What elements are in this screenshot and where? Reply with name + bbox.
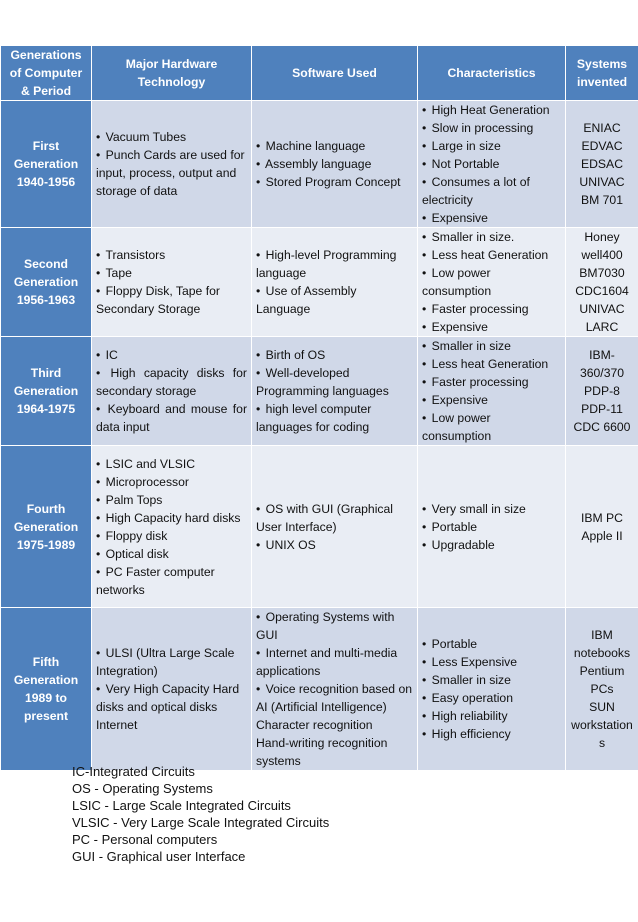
- bullet-item: [422, 337, 561, 355]
- bullet-text: Smaller in size.: [431, 230, 515, 244]
- system-name: Honey: [584, 230, 620, 244]
- characteristics-cell: [418, 446, 566, 608]
- generations-table: [0, 45, 638, 771]
- bullet-text: Punch Cards are used for input, process, output and storage of data: [96, 148, 245, 198]
- abbreviation-item: LSIC - Large Scale Integrated Circuits: [72, 798, 291, 813]
- bullet-item: [422, 635, 561, 653]
- bullet-text: Portable: [431, 519, 478, 534]
- bullet-item: [96, 509, 247, 527]
- bullet-item: [422, 707, 561, 725]
- bullet-item: [422, 228, 561, 246]
- system-name: LARC: [585, 320, 619, 334]
- bullet-item: [256, 500, 413, 536]
- bullet-text: Expensive: [431, 320, 488, 334]
- bullet-text: Smaller in size: [431, 339, 511, 353]
- bullet-item: [96, 400, 247, 436]
- system-name: Pentium: [579, 664, 625, 678]
- system-name: notebooks: [573, 646, 631, 660]
- bullet-text: Well-developed Programming languages: [256, 366, 389, 398]
- generation-line: 1964-1975: [16, 402, 76, 416]
- table-row: [1, 228, 638, 337]
- bullet-item: [422, 536, 561, 554]
- bullet-glyph: •: [96, 456, 101, 471]
- software-cell: [252, 337, 418, 446]
- bullet-text: High capacity disks for secondary storage: [96, 366, 247, 398]
- software-cell: [252, 608, 418, 771]
- system-name: ENIAC: [583, 121, 621, 135]
- bullet-glyph: •: [256, 366, 261, 380]
- bullet-glyph: •: [96, 348, 101, 362]
- bullet-item: [422, 518, 561, 536]
- characteristics-cell: [418, 228, 566, 337]
- bullet-item: [422, 119, 561, 137]
- hardware-cell: [92, 337, 252, 446]
- system-name: IBM-: [589, 348, 615, 362]
- bullet-item: [256, 364, 413, 400]
- generation-line: 1940-1956: [16, 175, 76, 189]
- bullet-glyph: •: [256, 402, 261, 416]
- bullet-text: LSIC and VLSIC: [105, 456, 196, 471]
- bullet-item: [422, 173, 561, 209]
- bullet-glyph: •: [256, 501, 261, 516]
- abbreviation-item: GUI - Graphical user Interface: [72, 849, 246, 864]
- bullet-text: Keyboard and mouse for data input: [96, 402, 248, 434]
- generation-line: First: [32, 139, 60, 153]
- bullet-glyph: •: [422, 175, 427, 189]
- bullet-item: [256, 608, 413, 644]
- bullet-glyph: •: [422, 103, 427, 117]
- bullet-item: [96, 455, 247, 473]
- bullet-glyph: •: [422, 519, 427, 534]
- bullet-glyph: •: [422, 637, 427, 651]
- bullet-glyph: •: [256, 646, 261, 660]
- bullet-item: [96, 545, 247, 563]
- generation-line: Generation: [13, 384, 79, 398]
- bullet-glyph: •: [422, 157, 427, 171]
- bullet-item: [256, 680, 413, 716]
- generation-cell: [1, 446, 92, 608]
- bullet-item: [256, 173, 413, 191]
- bullet-item: [422, 391, 561, 409]
- bullet-glyph: •: [96, 474, 101, 489]
- bullet-glyph: •: [422, 230, 427, 244]
- bullet-item: [422, 671, 561, 689]
- generation-cell: [1, 228, 92, 337]
- bullet-text: Less heat Generation: [431, 248, 549, 262]
- abbreviation-item: OS - Operating Systems: [72, 781, 213, 796]
- system-name: well400: [581, 248, 623, 262]
- generation-line: Second: [23, 257, 69, 271]
- bullet-item: [96, 644, 247, 680]
- system-name: CDC 6600: [573, 420, 631, 434]
- system-name: PCs: [590, 682, 614, 696]
- bullet-item: [422, 300, 561, 318]
- bullet-item: [96, 246, 247, 264]
- bullet-item: [422, 373, 561, 391]
- generation-line: 1956-1963: [16, 293, 76, 307]
- bullet-item: [256, 346, 413, 364]
- bullet-item: [422, 101, 561, 119]
- bullet-text: ULSI (Ultra Large Scale Integration): [96, 646, 235, 678]
- system-name: s: [598, 736, 606, 750]
- generation-line: Generation: [13, 275, 79, 289]
- bullet-glyph: •: [422, 411, 427, 425]
- system-name: workstation: [571, 718, 633, 732]
- systems-cell: [566, 446, 638, 608]
- bullet-text: High Capacity hard disks: [105, 510, 241, 525]
- bullet-glyph: •: [256, 537, 261, 552]
- bullet-glyph: •: [422, 121, 427, 135]
- bullet-glyph: •: [256, 175, 261, 189]
- bullet-glyph: •: [96, 546, 101, 561]
- bullet-glyph: •: [422, 709, 427, 723]
- bullet-glyph: •: [422, 655, 427, 669]
- bullet-text: Less Expensive: [431, 655, 518, 669]
- bullet-glyph: •: [422, 266, 427, 280]
- bullet-glyph: •: [422, 320, 427, 334]
- bullet-text: Floppy Disk, Tape for Secondary Storage: [96, 284, 220, 316]
- bullet-text: Machine language: [265, 139, 366, 153]
- bullet-text: Use of Assembly Language: [256, 284, 357, 316]
- abbreviation-item: IC-Integrated Circuits: [72, 764, 195, 779]
- bullet-text: Palm Tops: [105, 492, 163, 507]
- bullet-text: Faster processing: [431, 375, 529, 389]
- bullet-glyph: •: [422, 302, 427, 316]
- bullet-text: IC: [105, 348, 118, 362]
- bullet-item: [422, 137, 561, 155]
- bullet-glyph: •: [422, 248, 427, 262]
- table-row: [1, 101, 638, 228]
- systems-cell: [566, 608, 638, 771]
- generation-line: Generation: [13, 519, 79, 534]
- bullet-text: Tape: [105, 266, 132, 280]
- system-name: BM7030: [579, 266, 625, 280]
- bullet-item: [96, 563, 247, 599]
- bullet-glyph: •: [422, 139, 427, 153]
- bullet-item: [422, 355, 561, 373]
- systems-cell: [566, 228, 638, 337]
- bullet-text: Transistors: [105, 248, 166, 262]
- software-extra-line: Hand-writing recognition systems: [256, 736, 388, 768]
- bullet-glyph: •: [96, 682, 101, 696]
- bullet-text: PC Faster computer networks: [96, 564, 215, 597]
- system-name: Apple II: [581, 528, 623, 543]
- bullet-item: [422, 246, 561, 264]
- bullet-glyph: •: [96, 284, 101, 298]
- bullet-glyph: •: [422, 537, 427, 552]
- bullet-glyph: •: [422, 501, 427, 516]
- bullet-text: Low power consumption: [422, 411, 492, 443]
- bullet-item: [96, 282, 247, 318]
- header-hardware: Major Hardware Technology: [92, 46, 252, 101]
- header-software: Software Used: [252, 46, 418, 101]
- bullet-glyph: •: [256, 682, 261, 696]
- bullet-item: [96, 146, 247, 200]
- bullet-text: Floppy disk: [105, 528, 168, 543]
- system-name: EDSAC: [581, 157, 623, 171]
- bullet-text: Expensive: [431, 211, 488, 225]
- bullet-item: [96, 491, 247, 509]
- software-extra-line: Character recognition: [256, 718, 373, 732]
- bullet-text: High Heat Generation: [431, 103, 550, 117]
- bullet-item: [256, 246, 413, 282]
- hardware-cell: [92, 608, 252, 771]
- bullet-glyph: •: [256, 348, 261, 362]
- bullet-item: [256, 536, 413, 554]
- bullet-text: Slow in processing: [431, 121, 534, 135]
- bullet-item: [256, 400, 413, 436]
- bullet-item: [422, 500, 561, 518]
- bullet-text: Very High Capacity Hard disks and optical disks Internet: [96, 682, 240, 732]
- system-name: BM 701: [580, 193, 623, 207]
- bullet-item: [96, 364, 247, 400]
- bullet-text: Optical disk: [105, 546, 169, 561]
- bullet-text: Operating Systems with GUI: [256, 610, 395, 642]
- software-cell: [252, 228, 418, 337]
- bullet-text: Consumes a lot of electricity: [422, 175, 530, 207]
- bullet-item: [422, 409, 561, 445]
- bullet-item: [96, 527, 247, 545]
- bullet-glyph: •: [422, 727, 427, 741]
- bullet-text: Microprocessor: [105, 474, 189, 489]
- system-name: PDP-8: [584, 384, 620, 398]
- bullet-glyph: •: [96, 528, 101, 543]
- bullet-glyph: •: [96, 148, 101, 162]
- hardware-cell: [92, 446, 252, 608]
- bullet-text: Easy operation: [431, 691, 513, 705]
- bullet-item: [422, 264, 561, 300]
- bullet-text: OS with GUI (Graphical User Interface): [256, 501, 393, 534]
- bullet-glyph: •: [422, 357, 427, 371]
- generation-cell: [1, 337, 92, 446]
- bullet-glyph: •: [96, 402, 101, 416]
- header-generation: Generations of Computer & Period: [1, 46, 92, 101]
- bullet-glyph: •: [422, 393, 427, 407]
- system-name: IBM: [591, 628, 613, 642]
- bullet-glyph: •: [256, 248, 261, 262]
- bullet-item: [422, 689, 561, 707]
- header-systems: Systems invented: [566, 46, 638, 101]
- systems-cell: [566, 337, 638, 446]
- bullet-glyph: •: [422, 339, 427, 353]
- bullet-text: Voice recognition based on AI (Artificial Intelligence): [256, 682, 413, 714]
- bullet-item: [422, 318, 561, 336]
- hardware-cell: [92, 228, 252, 337]
- bullet-text: High reliability: [431, 709, 508, 723]
- bullet-glyph: •: [96, 366, 101, 380]
- bullet-item: [96, 346, 247, 364]
- software-cell: [252, 101, 418, 228]
- generation-line: Generation: [13, 157, 79, 171]
- system-name: 360/370: [579, 366, 625, 380]
- system-name: CDC1604: [575, 284, 629, 298]
- bullet-item: [96, 264, 247, 282]
- bullet-glyph: •: [96, 510, 101, 525]
- table-row: [1, 608, 638, 771]
- bullet-text: Assembly language: [265, 157, 372, 171]
- bullet-text: Birth of OS: [265, 348, 326, 362]
- characteristics-cell: [418, 101, 566, 228]
- bullet-text: High-level Programming language: [256, 248, 397, 280]
- generation-cell: [1, 101, 92, 228]
- system-name: SUN: [589, 700, 615, 714]
- bullet-item: [256, 155, 413, 173]
- bullet-item: [96, 128, 247, 146]
- bullet-text: UNIX OS: [265, 537, 316, 552]
- abbreviation-item: PC - Personal computers: [72, 832, 218, 847]
- bullet-glyph: •: [422, 673, 427, 687]
- characteristics-cell: [418, 337, 566, 446]
- bullet-glyph: •: [96, 130, 101, 144]
- bullet-text: high level computer languages for coding: [256, 402, 372, 434]
- bullet-glyph: •: [96, 266, 101, 280]
- table-row: [1, 446, 638, 608]
- generation-line: 1975-1989: [16, 537, 76, 552]
- bullet-text: Less heat Generation: [431, 357, 549, 371]
- header-characteristics: Characteristics: [418, 46, 566, 101]
- bullet-text: Internet and multi-media applications: [256, 646, 398, 678]
- generation-line: Third: [30, 366, 62, 380]
- bullet-glyph: •: [256, 157, 261, 171]
- bullet-item: [422, 653, 561, 671]
- characteristics-cell: [418, 608, 566, 771]
- system-name: EDVAC: [581, 139, 623, 153]
- bullet-item: [256, 137, 413, 155]
- bullet-text: Stored Program Concept: [265, 175, 401, 189]
- bullet-glyph: •: [256, 610, 261, 624]
- generation-line: present: [23, 709, 69, 723]
- bullet-glyph: •: [256, 139, 261, 153]
- bullet-item: [422, 209, 561, 227]
- bullet-text: Portable: [431, 637, 478, 651]
- bullet-text: Expensive: [431, 393, 488, 407]
- bullet-text: Low power consumption: [422, 266, 492, 298]
- bullet-text: High efficiency: [431, 727, 511, 741]
- bullet-text: Very small in size: [431, 501, 526, 516]
- generation-line: 1989 to: [24, 691, 67, 705]
- generation-line: Fifth: [32, 655, 60, 669]
- software-cell: [252, 446, 418, 608]
- bullet-glyph: •: [96, 492, 101, 507]
- system-name: UNIVAC: [579, 175, 625, 189]
- abbreviation-item: VLSIC - Very Large Scale Integrated Circuits: [72, 815, 330, 830]
- bullet-item: [256, 644, 413, 680]
- generation-line: Generation: [13, 673, 79, 687]
- bullet-text: Faster processing: [431, 302, 529, 316]
- bullet-glyph: •: [422, 211, 427, 225]
- bullet-item: [422, 155, 561, 173]
- system-name: PDP-11: [581, 402, 623, 416]
- bullet-text: Upgradable: [431, 537, 495, 552]
- systems-cell: [566, 101, 638, 228]
- bullet-glyph: •: [422, 375, 427, 389]
- bullet-glyph: •: [96, 248, 101, 262]
- bullet-text: Vacuum Tubes: [105, 130, 187, 144]
- table-row: [1, 337, 638, 446]
- bullet-glyph: •: [422, 691, 427, 705]
- bullet-glyph: •: [96, 564, 101, 579]
- bullet-item: [256, 282, 413, 318]
- bullet-text: Large in size: [431, 139, 501, 153]
- bullet-item: [96, 680, 247, 734]
- hardware-cell: [92, 101, 252, 228]
- header-row: [1, 46, 638, 101]
- generation-cell: [1, 608, 92, 771]
- bullet-text: Smaller in size: [431, 673, 511, 687]
- system-name: UNIVAC: [579, 302, 625, 316]
- bullet-item: [422, 725, 561, 743]
- generation-line: Fourth: [26, 501, 66, 516]
- bullet-glyph: •: [256, 284, 261, 298]
- abbreviations-list: [72, 763, 329, 865]
- bullet-glyph: •: [96, 646, 101, 660]
- bullet-item: [96, 473, 247, 491]
- bullet-text: Not Portable: [431, 157, 500, 171]
- system-name: IBM PC: [581, 510, 623, 525]
